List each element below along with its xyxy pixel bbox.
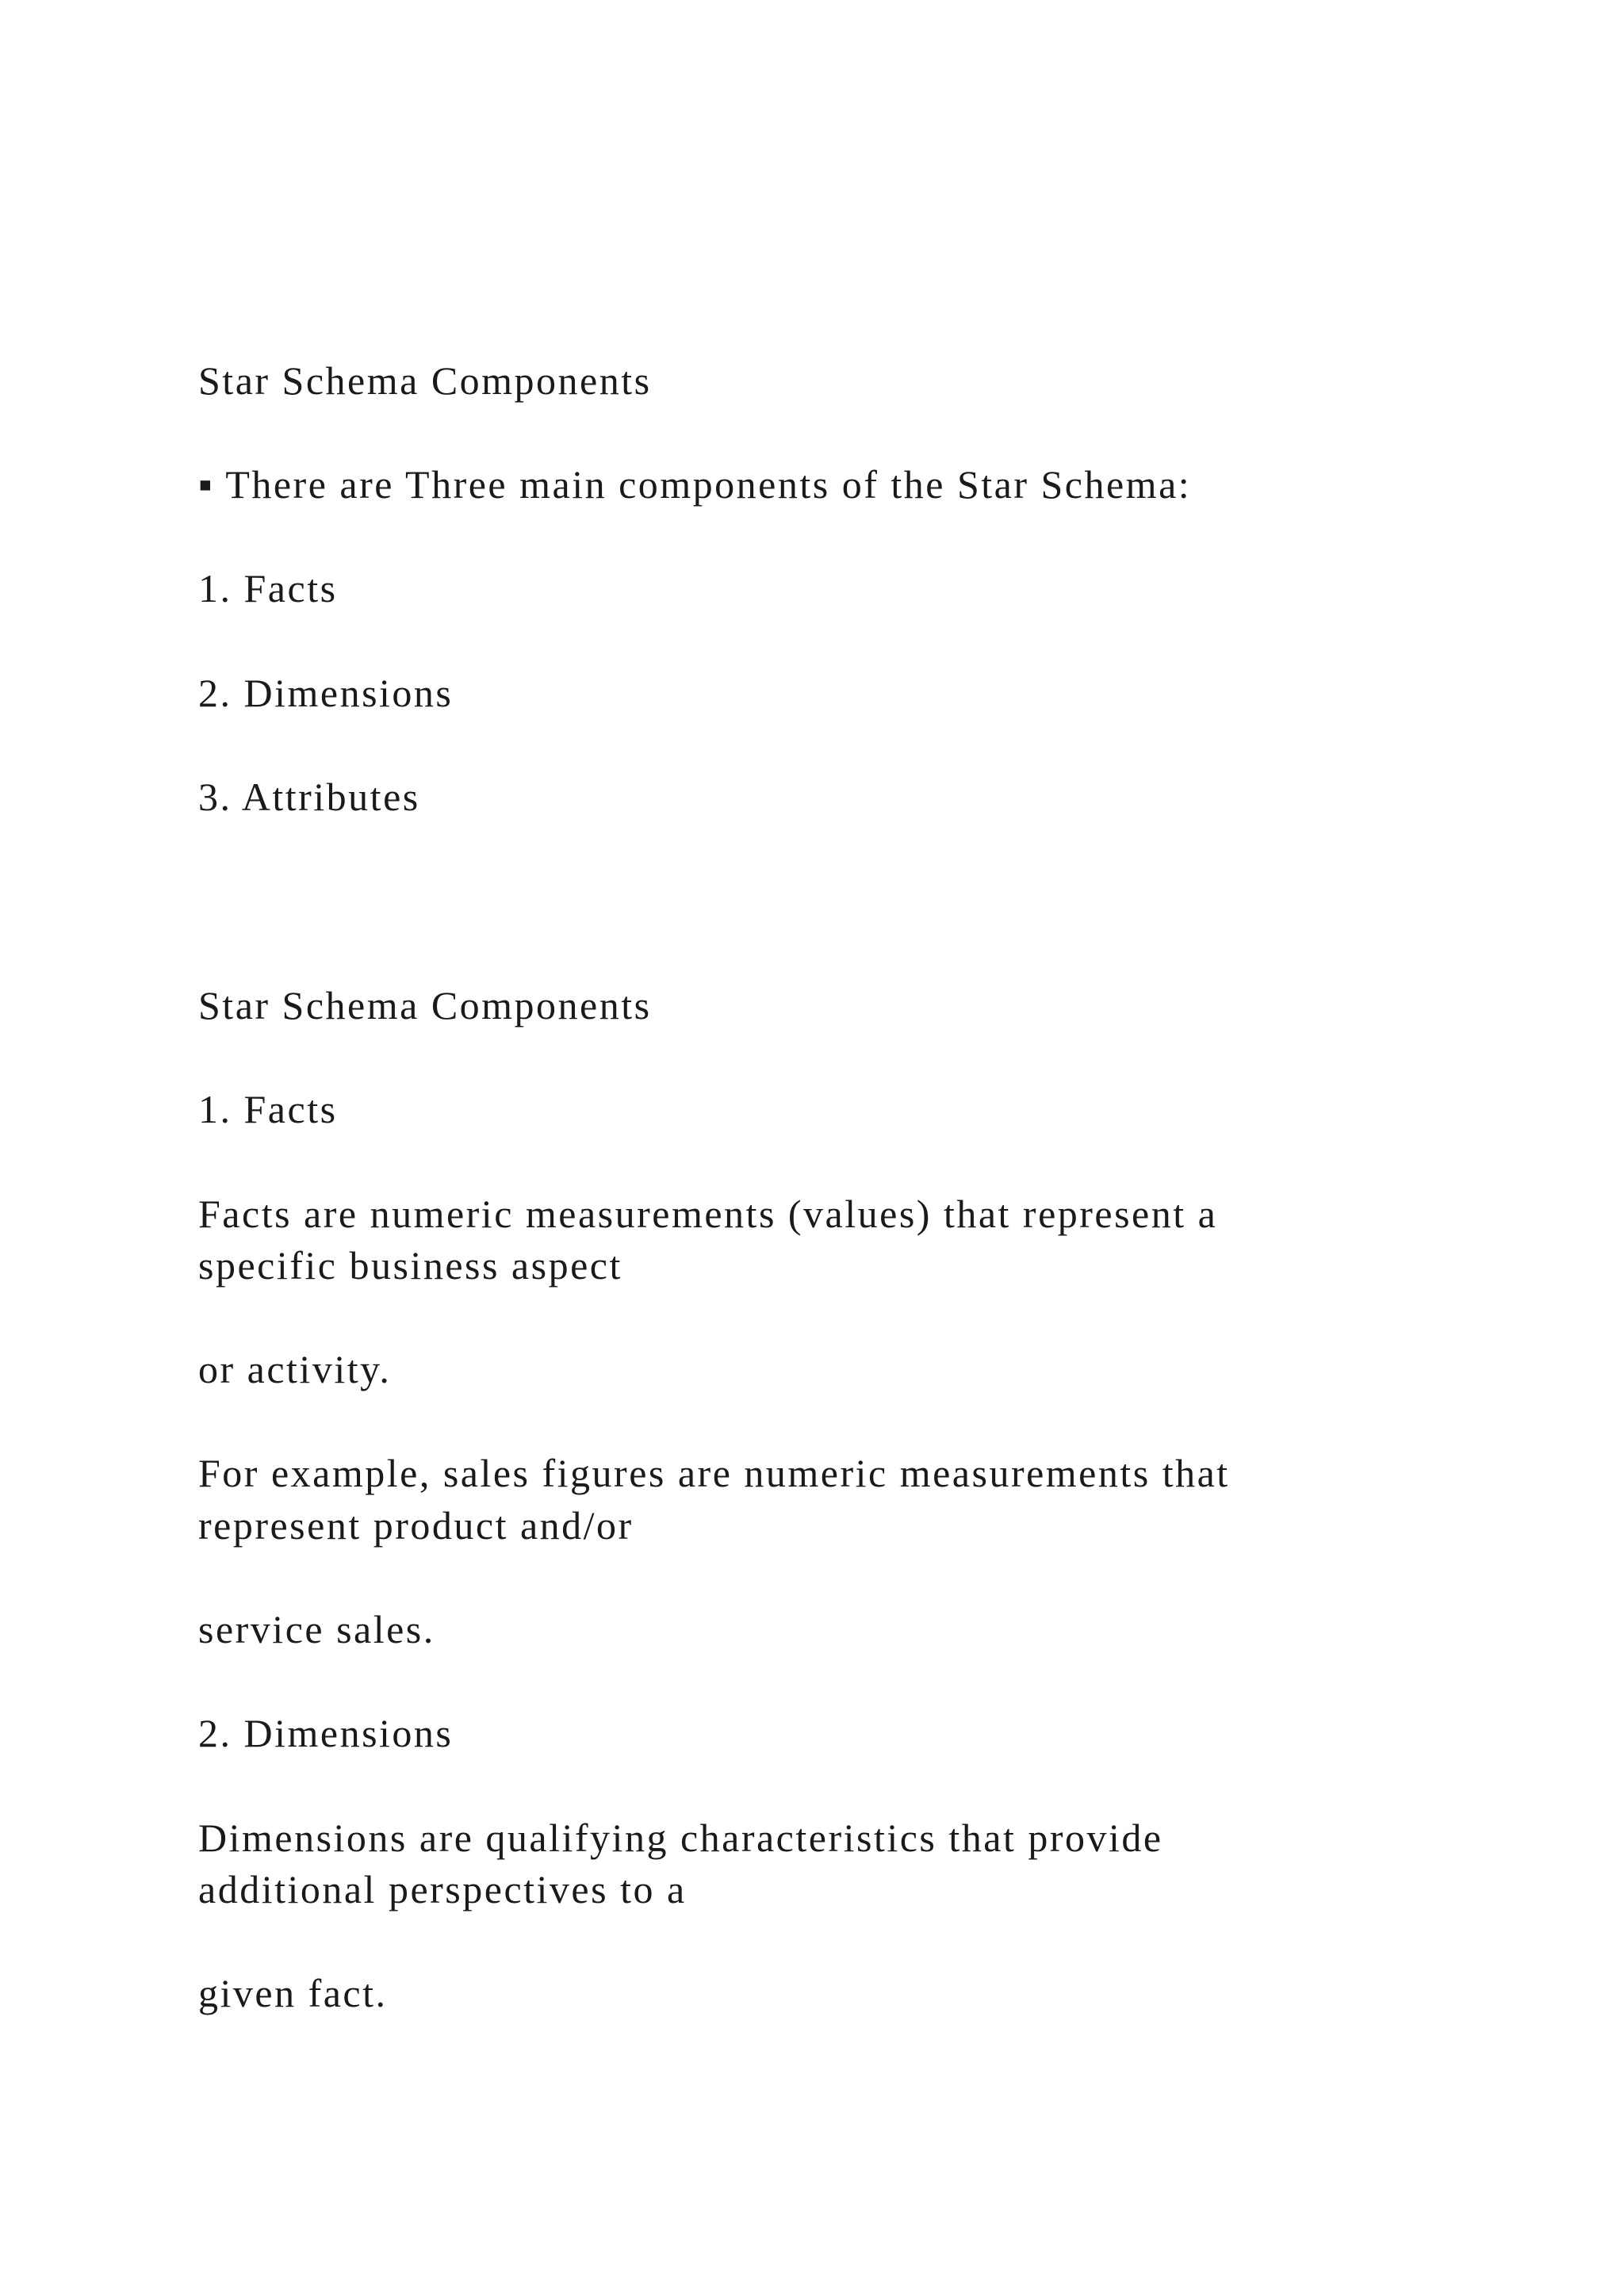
- dimensions-paragraph-line: additional perspectives to a: [198, 1867, 687, 1911]
- example-paragraph-line: For example, sales figures are numeric measurements that: [198, 1451, 1230, 1495]
- section1-heading: Star Schema Components: [198, 358, 652, 403]
- facts-paragraph-line: specific business aspect: [198, 1243, 622, 1288]
- dimensions-paragraph-line: Dimensions are qualifying characteristics that provide: [198, 1816, 1163, 1860]
- list-item-facts: 1. Facts: [198, 566, 338, 610]
- example-paragraph-line: represent product and/or: [198, 1503, 634, 1548]
- list-item-dimensions: 2. Dimensions: [198, 671, 454, 715]
- section2-heading: Star Schema Components: [198, 983, 652, 1027]
- facts-title: 1. Facts: [198, 1087, 338, 1131]
- dimensions-title: 2. Dimensions: [198, 1711, 454, 1755]
- example-paragraph-line: service sales.: [198, 1607, 435, 1651]
- section1-bullet: ▪ There are Three main components of the Star Schema:: [198, 462, 1192, 507]
- facts-paragraph-line: or activity.: [198, 1347, 392, 1391]
- list-item-attributes: 3. Attributes: [198, 775, 420, 819]
- facts-paragraph-line: Facts are numeric measurements (values) that represent a: [198, 1192, 1218, 1236]
- dimensions-paragraph-line: given fact.: [198, 1971, 388, 2015]
